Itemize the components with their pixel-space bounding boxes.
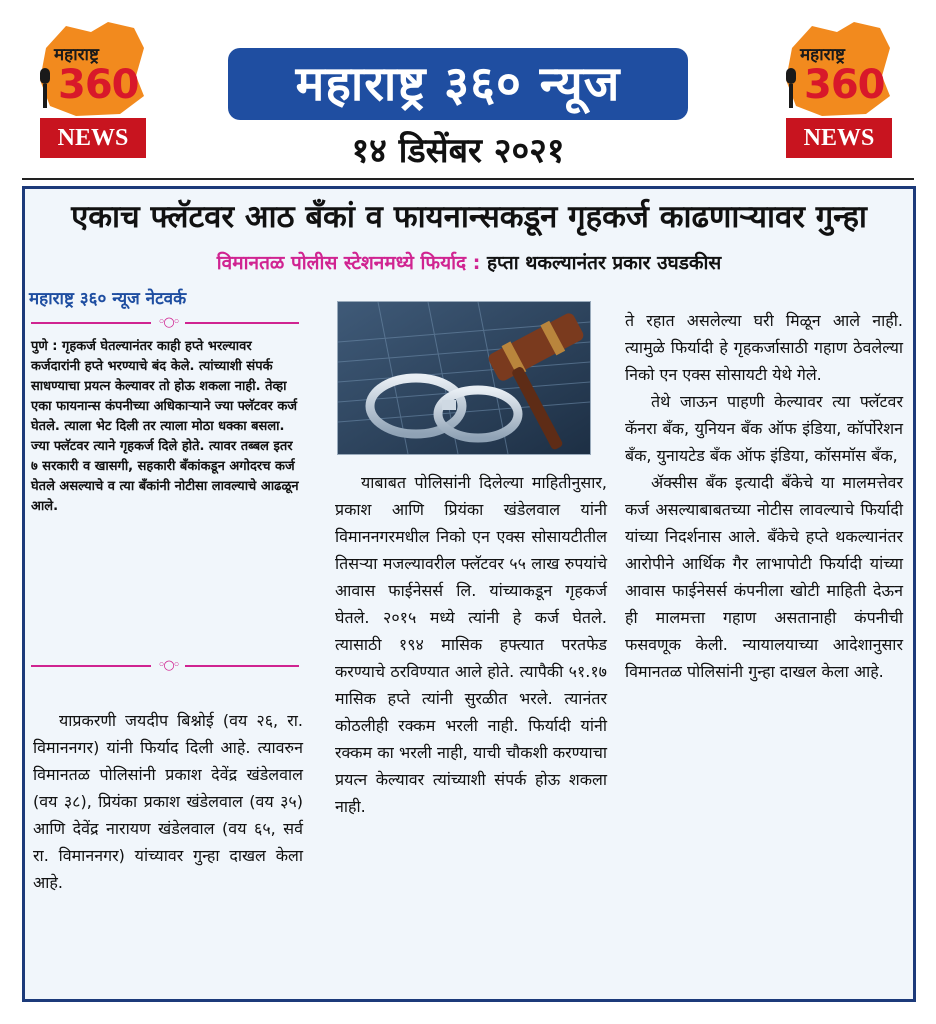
paragraph: ॲक्सीस बँक इत्यादी बँकेचे या मालमत्तेवर कर्ज असल्याबाबतच्या नोटीस लावल्याचे फिर्यादी यांच्या निदर्शनास आले. बँकेचे हप्ते थकल्यानंतर आरोपीने आर्थिक गैर लाभापोटी फिर्यादी यांच्या आवास फाईनेसर्स कंपनीला खोटी माहिती देऊन ही मालमत्ता गहाण असतानाही कंपनीची फसवणूक केली. न्यायालयाच्या आदेशानुसार विमानतळ पोलिसांनी गुन्हा दाखल केला आहे. <box>625 473 903 681</box>
subheadline <box>25 249 913 275</box>
microphone-icon <box>38 68 52 110</box>
microphone-icon <box>784 68 798 110</box>
paragraph: याबाबत पोलिसांनी दिलेल्या माहितीनुसार, प्रकाश आणि प्रियंका खंडेलवाल यांनी विमाननगरमधील निको एन एक्स सोसायटीतील तिसऱ्या मजल्यावरील फ्लॅटवर ५५ लाख रुपयांचे आवास फाईनेसर्स लि. यांच्याकडून गृहकर्ज घेतले. २०१५ मध्ये त्यांनी हे कर्ज घेतले. त्यासाठी १९४ मासिक हफ्त्यात परतफेड करण्याचे ठरविण्यात आले होते. त्यापैकी ५१.१७ मासिक हप्ते त्यांनी सुरळीत भरले. त्यानंतर कोठलीही रक्कम भरली नाही. फिर्यादी यांनी रक्कम का भरली नाही, याची चौकशी करण्याचा प्रयत्न केल्यावर त्यांच्याशी संपर्क होऊ शकला नाही. <box>335 473 607 816</box>
paragraph: याप्रकरणी जयदीप बिश्नोई (वय २६, रा. विमाननगर) यांनी फिर्याद दिली आहे. त्यावरुन विमानतळ पोलिसांनी प्रकाश देवेंद्र खंडेलवाल (वय ३८), प्रियंका प्रकाश खंडेलवाल (वय ३५) आणि देवेंद्र नारायण खंडेलवाल (वय ६५, सर्व रा. विमाननगर) यांच्यावर गुन्हा दाखल केला आहे. <box>33 711 303 892</box>
logo-word: महाराष्ट्र <box>54 45 99 65</box>
header-rule <box>22 178 914 180</box>
ornament-icon: ◦○◦ <box>151 659 185 673</box>
subhead-location: विमानतळ पोलीस स्टेशनमध्ये फिर्याद : <box>216 252 481 274</box>
edition-date: १४ डिसेंबर २०२१ <box>351 131 565 171</box>
paragraph: तेथे जाऊन पाहणी केल्यावर त्या फ्लॅटवर कॅनरा बँक, युनियन बँक ऑफ इंडिया, कॉर्पोरेशन बँक, युनायटेड बँक ऑफ इंडिया, कॉसमॉस बँक, <box>625 392 903 465</box>
column-1 <box>33 707 303 896</box>
logo-left <box>36 18 148 160</box>
lead-paragraph: पुणे : गृहकर्ज घेतल्यानंतर काही हप्ते भरल्यावर कर्जदारांनी हप्ते भरण्याचे बंद केले. त्यांच्याशी संपर्क साधण्याचा प्रयत्न केल्यावर तो होऊ शकला नाही. तेव्हा एका फायनान्स कंपनीच्या अधिकाऱ्याने ज्या फ्लॅटवर कर्ज घेतले. त्याला भेट दिली तर त्याला मोठा धक्का बसला. ज्या फ्लॅटवर त्याने गृहकर्ज दिले होते. त्यावर तब्बल इतर ७ सरकारी व खासगी, सहकारी बँकांकडून अगोदरच कर्ज घेतले असल्याचे व त्या बँकांनी नोटीसा लावल्याचे आढळून आले. <box>31 339 299 514</box>
logo-word: महाराष्ट्र <box>800 45 845 65</box>
logo-number: 360 <box>804 62 885 108</box>
column-3 <box>625 307 903 685</box>
byline: महाराष्ट्र ३६० न्यूज नेटवर्क <box>29 289 187 309</box>
logo-news: NEWS <box>786 118 892 158</box>
logo-number: 360 <box>58 62 139 108</box>
article-panel <box>22 186 916 1002</box>
logo-right <box>782 18 894 160</box>
column-2 <box>335 469 607 820</box>
logo-news: NEWS <box>40 118 146 158</box>
handcuffs-gavel-laptop-photo-icon <box>338 302 590 454</box>
ornament-icon: ◦○◦ <box>151 316 185 330</box>
ornament-divider <box>31 659 299 673</box>
ornament-divider <box>31 316 299 330</box>
headline: एकाच फ्लॅटवर आठ बँकां व फायनान्सकडून गृहकर्ज काढणाऱ्यावर गुन्हा <box>71 199 867 235</box>
masthead-title: महाराष्ट्र ३६० न्यूज <box>228 48 688 120</box>
article-photo <box>337 301 591 455</box>
paragraph: ते रहात असलेल्या घरी मिळून आले नाही. त्यामुळे फिर्यादी हे गृहकर्जासाठी गहाण ठेवलेल्या निको एन एक्स सोसायटी येथे गेले. <box>625 311 903 384</box>
subhead-summary: हप्ता थकल्यानंतर प्रकार उघडकीस <box>486 252 722 274</box>
